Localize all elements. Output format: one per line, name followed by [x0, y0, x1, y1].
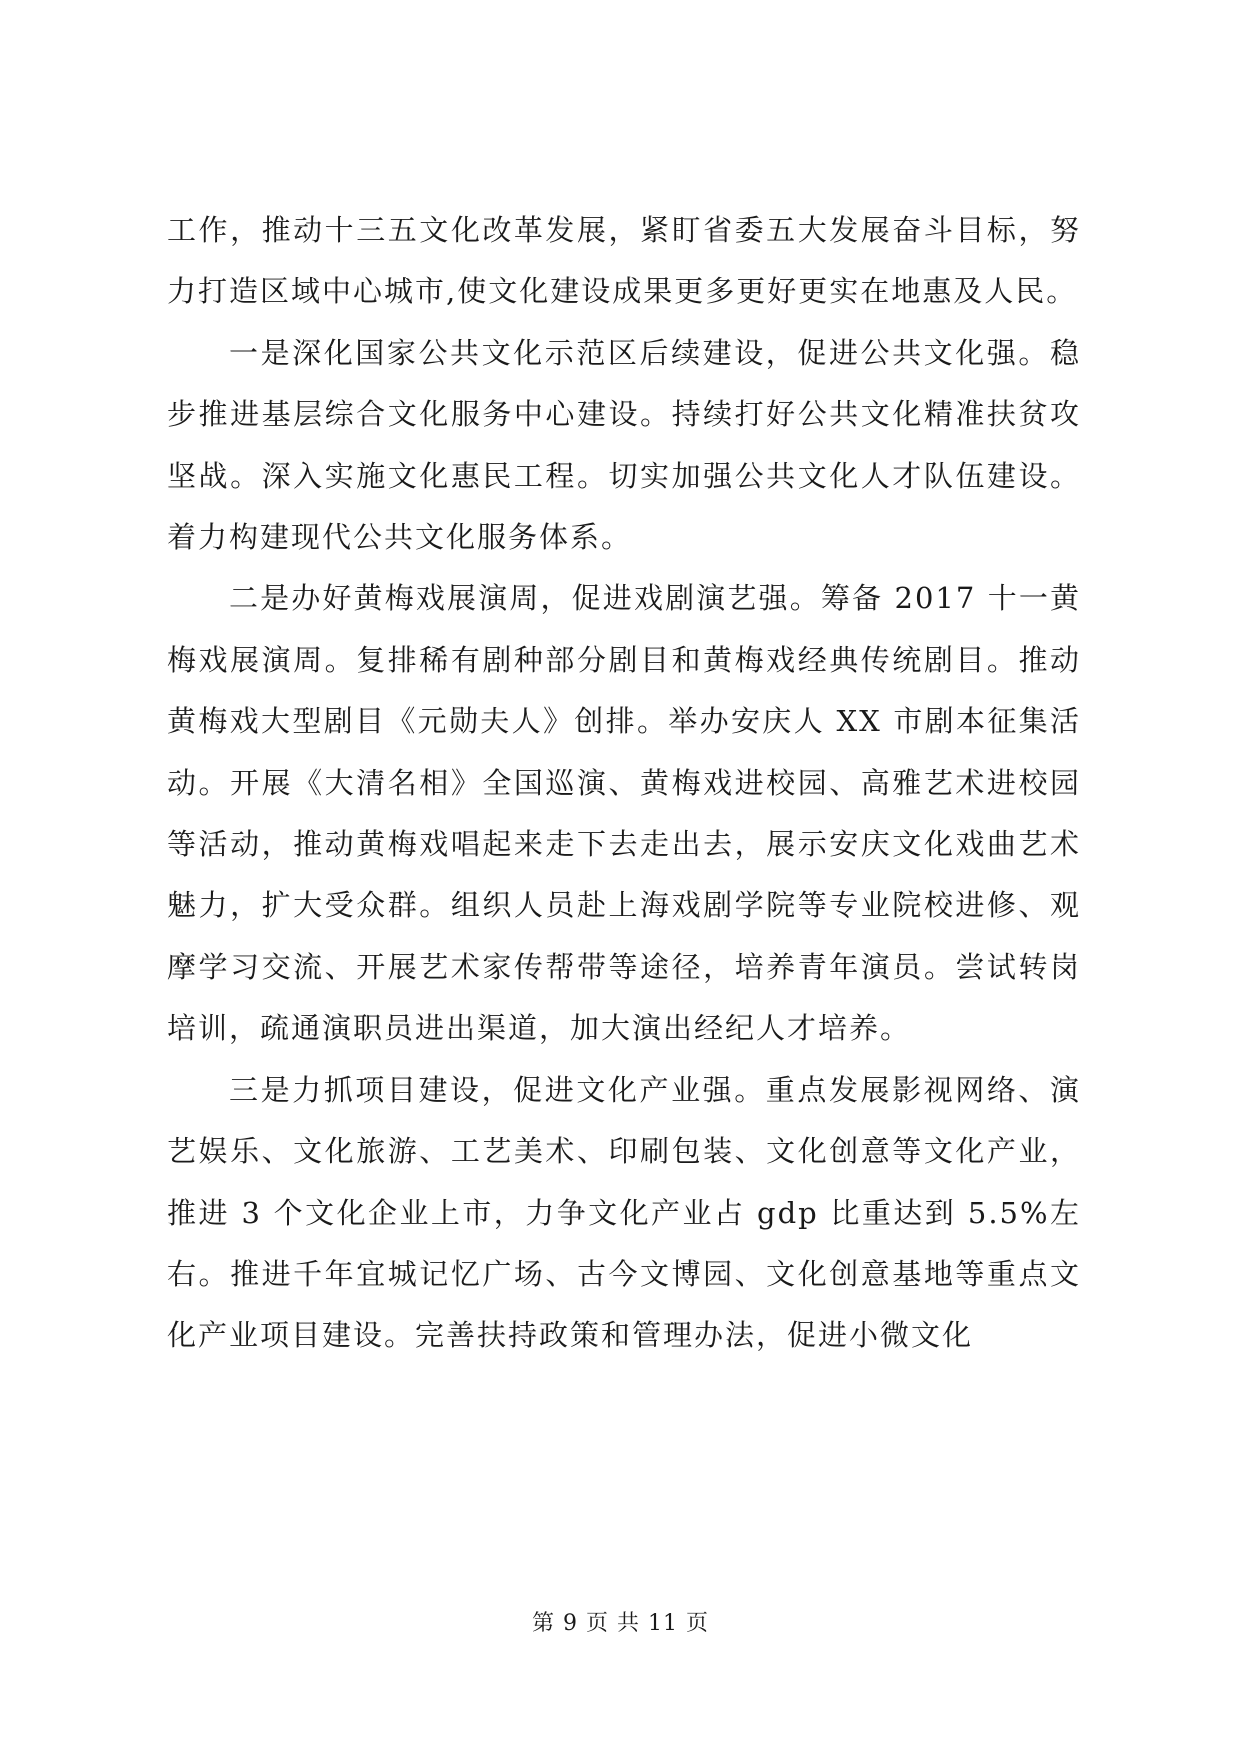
paragraph-3: 二是办好黄梅戏展演周，促进戏剧演艺强。筹备 2017 十一黄梅戏展演周。复排稀有剧种部分剧目和黄梅戏经典传统剧目。推动黄梅戏大型剧目《元勋夫人》创排。举办安庆人 XX 市剧本征集活动。开展《大清名相》全国巡演、黄梅戏进校园、高雅艺术进校园等活动，推动黄梅戏唱起来走下去走出去，展示安庆文化戏曲艺术魅力，扩大受众群。组织人员赴上海戏剧学院等专业院校进修、观摩学习交流、开展艺术家传帮带等途径，培养青年演员。尝试转岗培训，疏通演职员进出渠道，加大演出经纪人才培养。	[167, 581, 1081, 1046]
paragraph-4: 三是力抓项目建设，促进文化产业强。重点发展影视网络、演艺娱乐、文化旅游、工艺美术、印刷包装、文化创意等文化产业，推进 3 个文化企业上市，力争文化产业占 gdp 比重达到 5.5%左右。推进千年宜城记忆广场、古今文博园、文化创意基地等重点文化产业项目建设。完善扶持政策和管理办法，促进小微文化	[167, 1072, 1081, 1353]
document-body	[167, 200, 1081, 1367]
paragraph-1: 工作，推动十三五文化改革发展，紧盯省委五大发展奋斗目标，努力打造区域中心城市,使文化建设成果更多更好更实在地惠及人民。	[167, 213, 1081, 309]
page-number-footer: 第 9 页 共 11 页	[532, 1611, 709, 1636]
paragraph-2: 一是深化国家公共文化示范区后续建设，促进公共文化强。稳步推进基层综合文化服务中心建设。持续打好公共文化精准扶贫攻坚战。深入实施文化惠民工程。切实加强公共文化人才队伍建设。着力构建现代公共文化服务体系。	[167, 335, 1081, 555]
